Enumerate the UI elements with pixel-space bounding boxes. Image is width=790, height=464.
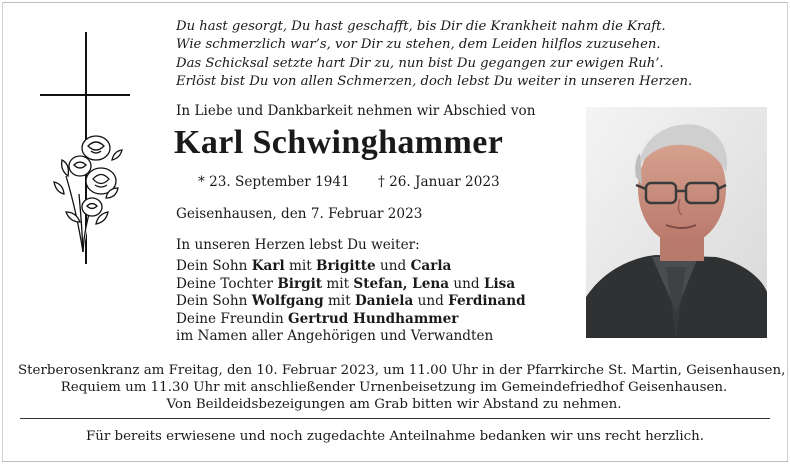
survivor-row (176, 328, 526, 345)
survivor-name: Gertrud Hundhammer (288, 310, 459, 327)
frame-left (2, 2, 3, 462)
survivor-name: Stefan, Lena (353, 275, 450, 292)
thanks-line: Für bereits erwiesene und noch zugedachte Anteilnahme bedanken wir uns recht herzlich. (85, 429, 705, 444)
notice-line: Requiem um 11.30 Uhr mit anschließender Urnenbeisetzung im Gemeindefriedhof Geisenhausen. (60, 380, 728, 396)
cross-with-roses-icon (34, 26, 144, 276)
survivor-text: mit (284, 258, 316, 275)
survivor-name: Lisa (483, 275, 516, 292)
frame-top (2, 2, 788, 3)
survivor-text: im Namen aller Angehörigen und Verwandten (176, 328, 494, 345)
frame-right (787, 2, 788, 462)
poem-line: Erlöst bist Du von allen Schmerzen, doch lebst Du weiter in unseren Herzen. (176, 73, 693, 89)
survivor-text: Deine Freundin (176, 310, 289, 327)
survivor-name: Birgit (277, 275, 323, 292)
farewell-intro: In Liebe und Dankbarkeit nehmen wir Abschied von (176, 103, 536, 119)
survivor-text: Dein Sohn (176, 293, 252, 310)
survivors-heading: In unseren Herzen lebst Du weiter: (176, 237, 420, 253)
notice-line: Von Beildeidsbezeigungen am Grab bitten wir Abstand zu nehmen. (166, 397, 622, 413)
birth-date: * 23. September 1941 (198, 174, 350, 190)
survivor-row (176, 293, 526, 310)
poem (176, 18, 736, 91)
poem-line: Das Schicksal setzte hart Dir zu, nun bist Du gegangen zur ewigen Ruh’. (176, 55, 664, 71)
notice-line: Sterberosenkranz am Freitag, den 10. Februar 2023, um 11.00 Uhr in der Pfarrkirche St. Martin, Geisenhausen, (18, 363, 786, 378)
frame-bottom (2, 461, 788, 462)
survivor-text: Dein Sohn (176, 258, 252, 275)
survivor-text: und (375, 258, 411, 275)
survivor-text: mit (323, 293, 355, 310)
place-and-date: Geisenhausen, den 7. Februar 2023 (176, 206, 423, 222)
survivor-row (176, 276, 526, 293)
survivor-row (176, 311, 526, 328)
survivor-text: mit (322, 275, 354, 292)
survivor-text: und (449, 275, 484, 292)
survivor-name: Ferdinand (448, 293, 526, 310)
survivors-list (176, 237, 526, 345)
survivor-name: Wolfgang (251, 293, 324, 310)
survivor-name: Brigitte (316, 258, 376, 275)
divider (20, 418, 770, 419)
survivor-row (176, 258, 526, 275)
deceased-name: Karl Schwinghammer (174, 124, 504, 161)
poem-line: Wie schmerzlich war’s, vor Dir zu stehen, dem Leiden hilflos zuzusehen. (176, 37, 661, 53)
survivor-text: und (413, 293, 449, 310)
survivor-name: Daniela (355, 293, 414, 310)
survivor-text: Deine Tochter (176, 275, 278, 292)
poem-line: Du hast gesorgt, Du hast geschafft, bis Dir die Krankheit nahm die Kraft. (176, 19, 666, 34)
survivor-name: Karl (251, 258, 285, 275)
service-notice (18, 362, 786, 414)
portrait-photo (586, 107, 767, 338)
survivor-name: Carla (410, 258, 452, 275)
death-date: † 26. Januar 2023 (378, 174, 500, 190)
